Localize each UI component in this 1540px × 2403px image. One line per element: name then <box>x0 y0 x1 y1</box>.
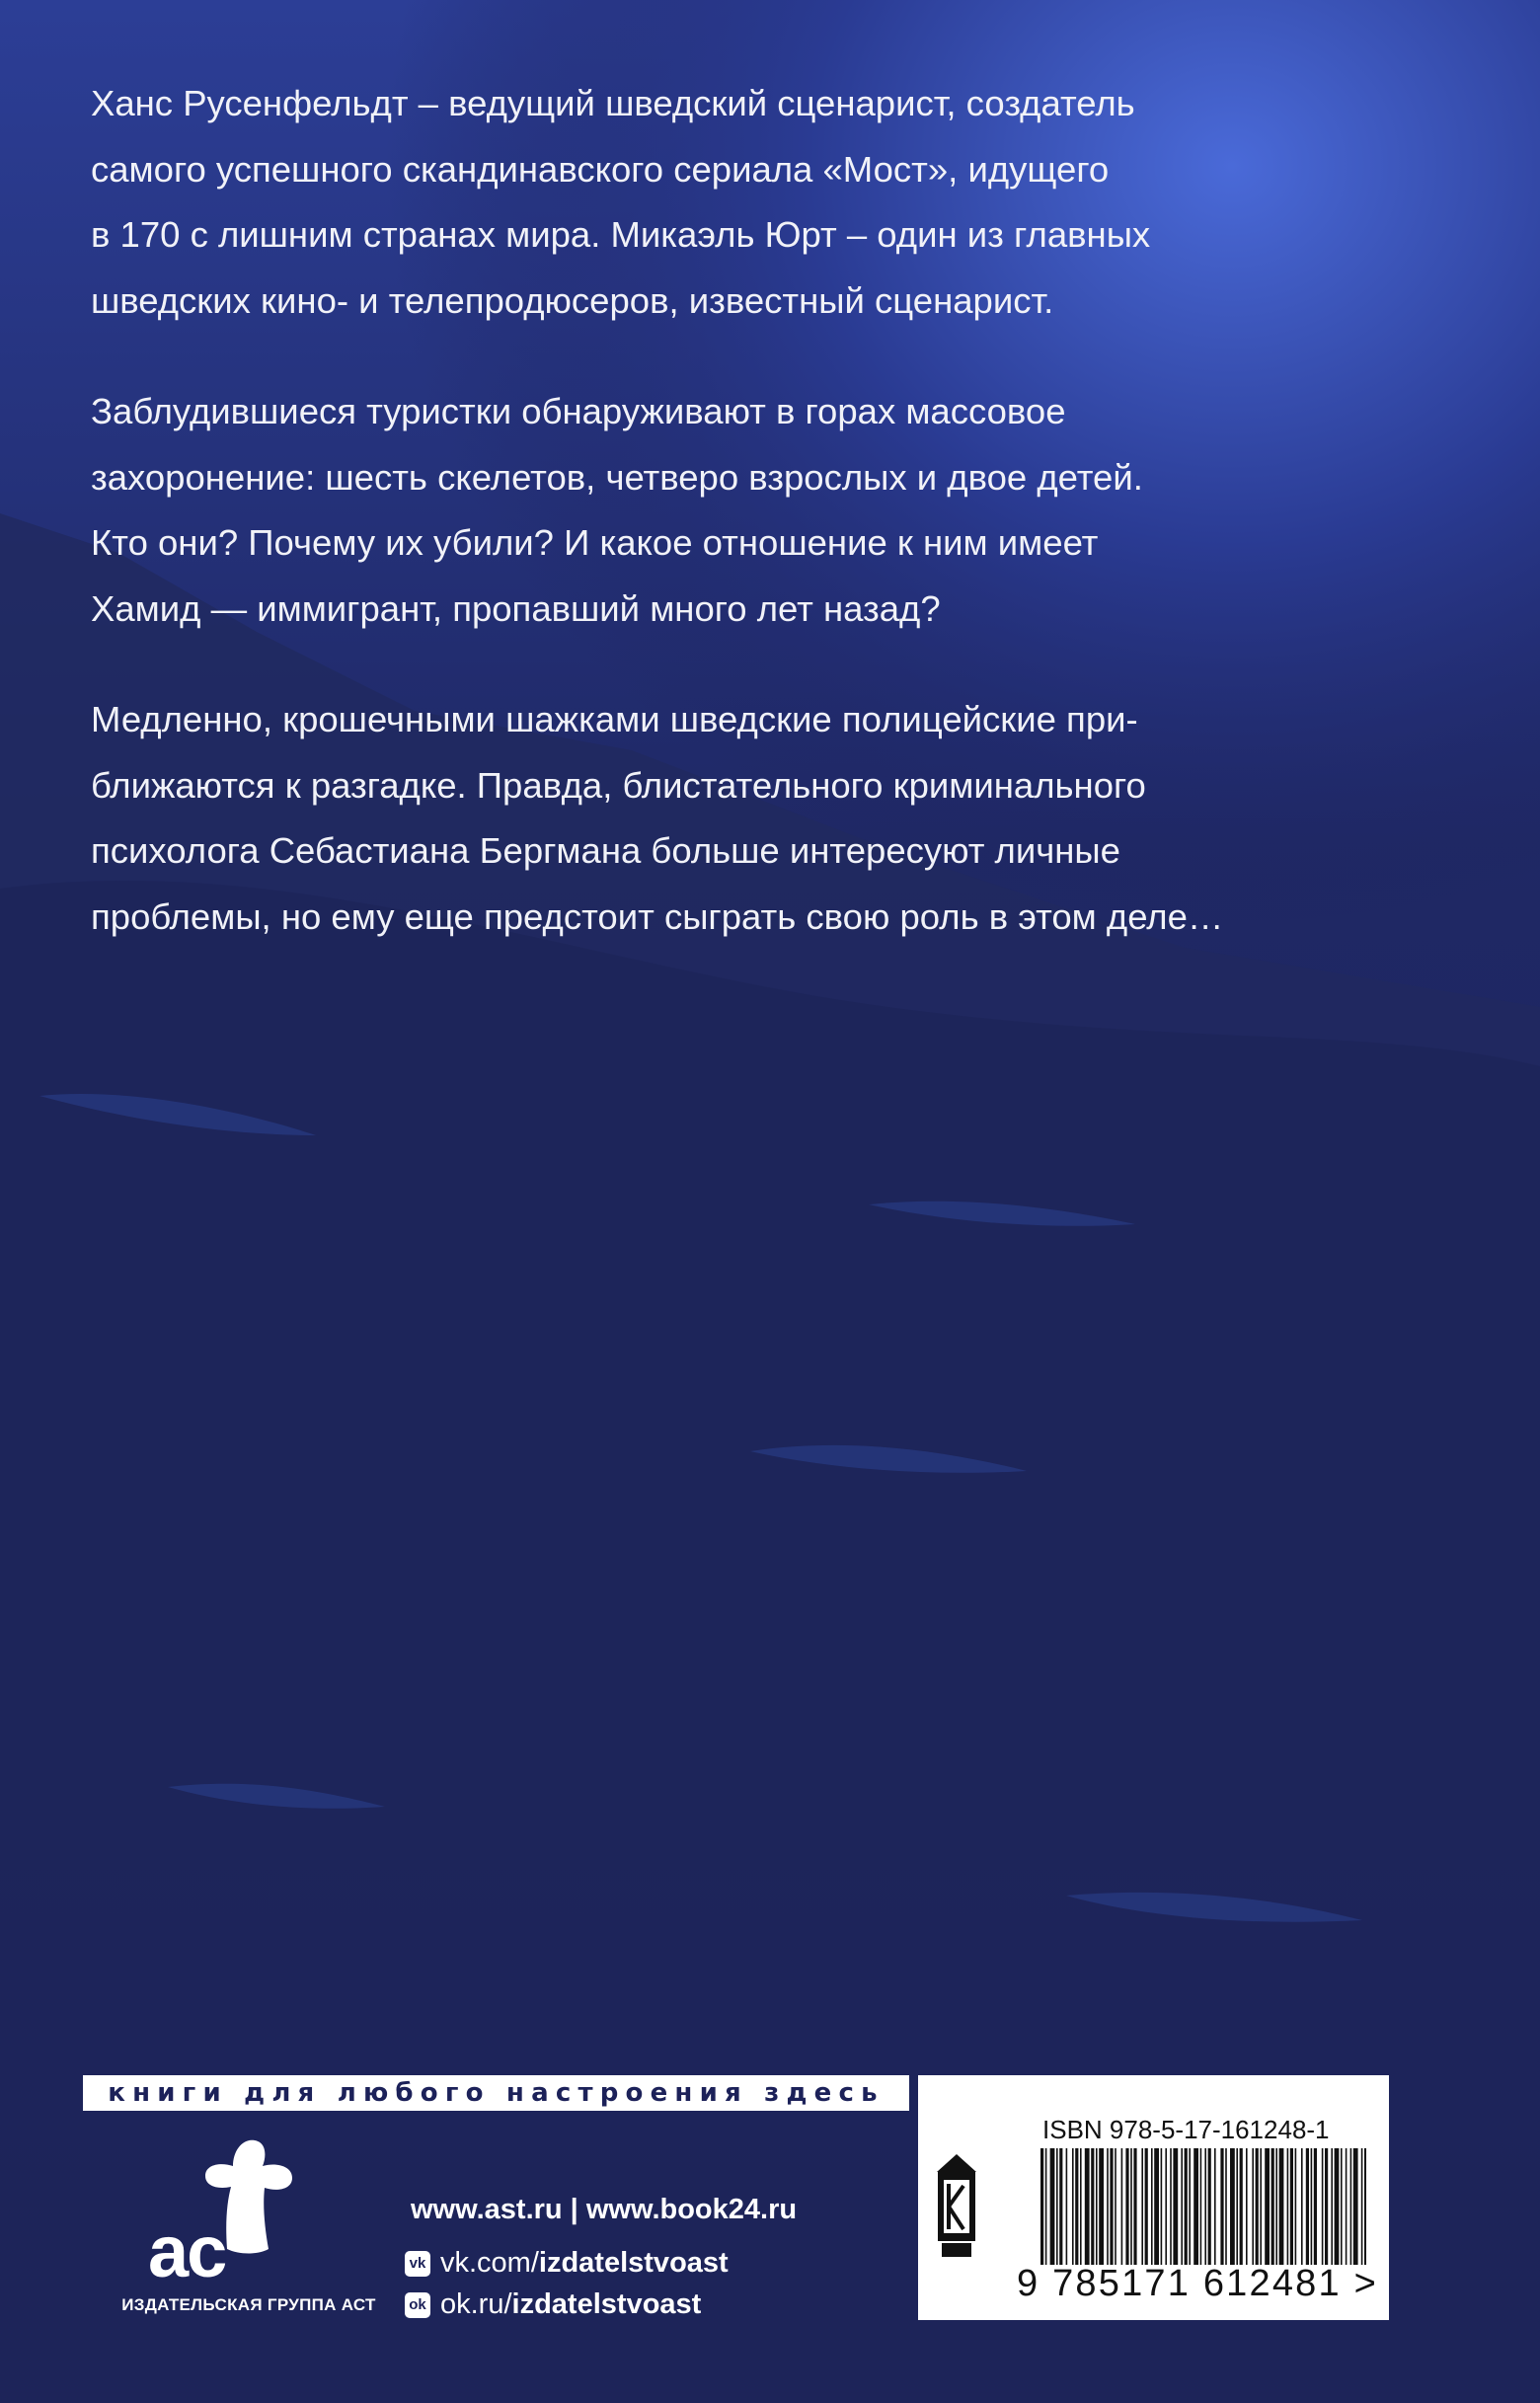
barcode-bar <box>1107 2148 1109 2265</box>
barcode-bar <box>1091 2148 1094 2265</box>
paragraph-authors <box>91 71 1404 334</box>
ok-prefix: ok.ru/ <box>440 2288 512 2320</box>
barcode-bar <box>1279 2148 1284 2265</box>
barcode-bar <box>1110 2148 1113 2265</box>
text-line: Хамид — иммигрант, пропавший много лет назад? <box>91 587 941 629</box>
barcode-bar <box>1301 2148 1303 2265</box>
tagline-bar: книги для любого настроения здесь <box>83 2075 909 2111</box>
barcode-bar <box>1341 2148 1343 2265</box>
barcode-bar <box>1214 2148 1216 2265</box>
barcode-bar <box>1066 2148 1068 2265</box>
barcode-bar <box>1189 2148 1191 2265</box>
isbn-barcode-box <box>918 2075 1389 2320</box>
barcode-bar <box>1181 2148 1183 2265</box>
ok-link[interactable] <box>405 2288 701 2321</box>
barcode-bar <box>1325 2148 1328 2265</box>
barcode-bar <box>1240 2148 1243 2265</box>
barcode-bar <box>1295 2148 1297 2265</box>
barcode-bar <box>1322 2148 1324 2265</box>
barcode-bar <box>1151 2148 1153 2265</box>
barcode-bar <box>1275 2148 1277 2265</box>
vk-prefix: vk.com/ <box>440 2247 539 2279</box>
text-line: Ханс Русенфельдт – ведущий шведский сценарист, создатель <box>91 83 1135 123</box>
barcode-bar <box>1225 2148 1227 2265</box>
barcode-bar <box>1072 2148 1074 2265</box>
barcode-bar <box>1173 2148 1178 2265</box>
barcode-bar <box>1220 2148 1223 2265</box>
barcode-bar <box>1346 2148 1348 2265</box>
barcode-bar <box>1125 2148 1128 2265</box>
barcode-bar <box>1154 2148 1159 2265</box>
barcode-digits: 9 785171 612481 > <box>1017 2263 1379 2304</box>
barcode-bar <box>1185 2148 1188 2265</box>
barcode-bar <box>1121 2148 1123 2265</box>
publisher-name: ИЗДАТЕЛЬСКАЯ ГРУППА АСТ <box>121 2295 376 2314</box>
text-line: психолога Себастиана Бергмана больше интересуют личные <box>91 830 1120 871</box>
barcode-bar <box>1056 2148 1058 2265</box>
text-line: захоронение: шесть скелетов, четверо взрослых и двое детей. <box>91 456 1143 498</box>
vk-link[interactable] <box>405 2247 729 2280</box>
barcode-bar <box>1115 2148 1116 2265</box>
book-description <box>91 71 1404 995</box>
barcode-bar <box>1353 2148 1358 2265</box>
ok-icon: ok <box>405 2292 430 2318</box>
barcode-bar <box>1290 2148 1293 2265</box>
barcode-bar <box>1145 2148 1148 2265</box>
barcode-bar <box>1265 2148 1270 2265</box>
barcode-bar <box>1260 2148 1262 2265</box>
barcode-bar <box>1230 2148 1235 2265</box>
barcode-bar <box>1246 2148 1248 2265</box>
barcode-bar <box>1085 2148 1090 2265</box>
text-line: Заблудившиеся туристки обнаруживают в горах массовое <box>91 391 1066 431</box>
barcode-bar <box>1208 2148 1211 2265</box>
barcode-bar <box>1256 2148 1259 2265</box>
barcode-bar <box>1331 2148 1333 2265</box>
text-line: проблемы, но ему еще предстоит сыграть свою роль в этом деле… <box>91 895 1224 937</box>
barcode-bar <box>1040 2148 1043 2265</box>
lantern-icon <box>932 2152 981 2261</box>
text-line: самого успешного скандинавского сериала «Мост», идущего <box>91 148 1110 190</box>
barcode-bar <box>1204 2148 1206 2265</box>
barcode-bar <box>1252 2148 1254 2265</box>
barcode-bar <box>1350 2148 1352 2265</box>
barcode-bar <box>1130 2148 1132 2265</box>
barcode-bar <box>1236 2148 1238 2265</box>
barcode-bar <box>1080 2148 1082 2265</box>
barcode-bar <box>1096 2148 1098 2265</box>
barcode-bar <box>1194 2148 1198 2265</box>
text-line: в 170 с лишним странах мира. Микаэль Юрт – один из главных <box>91 214 1151 255</box>
barcode-bar <box>1200 2148 1202 2265</box>
text-line: ближаются к разгадке. Правда, блистательного криминального <box>91 764 1146 806</box>
barcode-bar <box>1050 2148 1055 2265</box>
barcode-bar <box>1335 2148 1340 2265</box>
barcode-bar <box>1170 2148 1172 2265</box>
barcode-bar <box>1306 2148 1309 2265</box>
ast-logo-text: ас <box>148 2210 226 2292</box>
barcode-bar <box>1311 2148 1313 2265</box>
ok-handle: izdatelstvoast <box>511 2288 702 2320</box>
text-line: Кто они? Почему их убили? И какое отношение к ним имеет <box>91 522 1099 563</box>
barcode <box>1040 2148 1366 2265</box>
website-links[interactable]: www.ast.ru | www.book24.ru <box>411 2194 798 2225</box>
barcode-bar <box>1287 2148 1289 2265</box>
barcode-bar <box>1099 2148 1104 2265</box>
isbn-number: ISBN 978-5-17-161248-1 <box>1042 2115 1330 2144</box>
barcode-bar <box>1165 2148 1167 2265</box>
vk-handle: izdatelstvoast <box>538 2247 729 2279</box>
barcode-bar <box>1133 2148 1136 2265</box>
paragraph-investigation <box>91 687 1404 950</box>
text-line: Медленно, крошечными шажками шведские полицейские при- <box>91 699 1138 739</box>
barcode-bar <box>1141 2148 1143 2265</box>
paragraph-plot <box>91 379 1404 642</box>
barcode-bar <box>1075 2148 1078 2265</box>
text-line: шведских кино- и телепродюсеров, известный сценарист. <box>91 279 1054 321</box>
barcode-bar <box>1314 2148 1317 2265</box>
barcode-bar <box>1059 2148 1062 2265</box>
barcode-bar <box>1361 2148 1363 2265</box>
barcode-bar <box>1161 2148 1163 2265</box>
barcode-bar <box>1364 2148 1366 2265</box>
barcode-bar <box>1271 2148 1274 2265</box>
barcode-bar <box>1045 2148 1047 2265</box>
vk-icon: vk <box>405 2251 430 2277</box>
